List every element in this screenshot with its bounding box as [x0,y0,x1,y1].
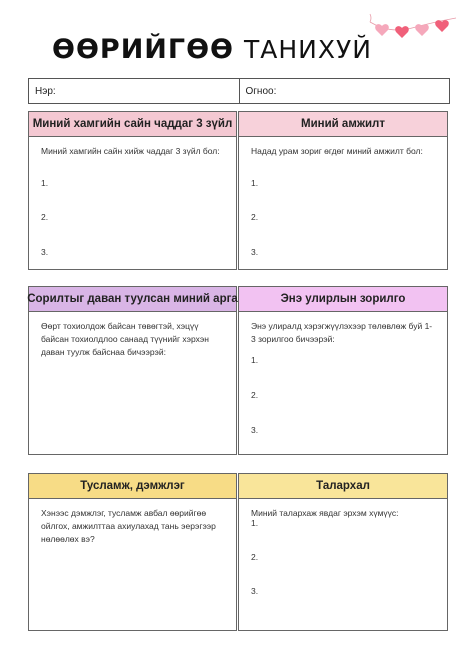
card-achievements [238,111,448,270]
title-light: ТАНИХУЙ [244,35,372,64]
card-title: Тусламж, дэмжлэг [29,474,236,499]
list-item[interactable]: 1. [41,178,49,188]
card-challenges [28,286,237,455]
list-item[interactable]: 2. [251,212,259,222]
name-field[interactable]: Нэр: [35,86,56,97]
title-bold: ӨӨРИЙГӨӨ [52,34,234,65]
page-title [52,34,372,65]
date-field[interactable]: Огноо: [239,79,450,103]
card-title: Талархал [239,474,447,499]
list-item[interactable]: 3. [251,586,259,596]
card-title: Миний амжилт [239,112,447,137]
list-item[interactable]: 1. [251,178,259,188]
info-row [28,78,450,104]
list-item[interactable]: 2. [251,390,259,400]
card-prompt: Энэ улиралд хэрэгжүүлэхээр төлөвлөж буй 1-3 зорилгоо бичээрэй: [251,321,433,344]
card-prompt: Миний хамгийн сайн хийж чаддаг 3 зүйл бол: [41,146,220,156]
card-strengths [28,111,237,270]
list-item[interactable]: 2. [251,552,259,562]
card-prompt: Надад урам зориг өгдөг миний амжилт бол: [251,146,423,156]
card-prompt: Хэнээс дэмжлэг, тусламж авбал өөрийгөө ойлгох, амжилттаа ахиулахад тань эерэгээр нөлөөлөх вэ? [41,508,216,544]
card-title: Энэ улирлын зорилго [239,287,447,312]
list-item[interactable]: 1. [251,518,259,528]
list-item[interactable]: 3. [41,247,49,257]
card-prompt: Өөрт тохиолдож байсан төвөгтэй, хэцүү байсан тохиолдлоо санаад түүнийг хэрхэн даван туулж байснаа бичээрэй: [41,321,209,357]
card-season-goals [238,286,448,455]
card-title: Миний хамгийн сайн чаддаг 3 зүйл [29,112,236,137]
list-item[interactable]: 1. [251,355,259,365]
card-prompt: Миний талархаж явдаг эрхэм хүмүүс: [251,508,399,518]
card-title: Сорилтыг даван туулсан миний арга [29,287,236,312]
hearts-garland-icon [368,8,458,44]
card-support [28,473,237,631]
list-item[interactable]: 2. [41,212,49,222]
list-item[interactable]: 3. [251,425,259,435]
card-gratitude [238,473,448,631]
list-item[interactable]: 3. [251,247,259,257]
